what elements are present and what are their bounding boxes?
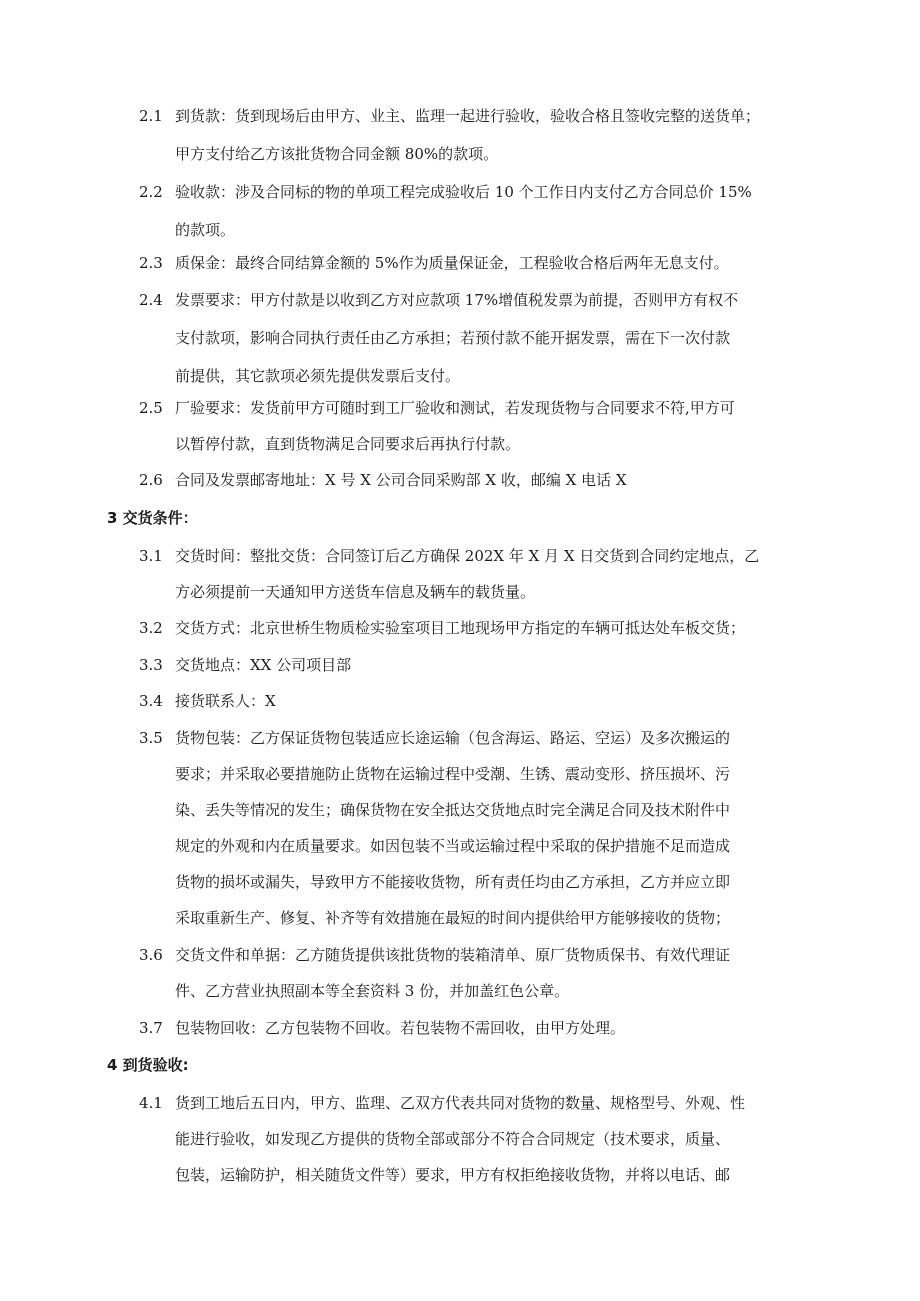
clause-line: 支付款项，影响合同执行责任由乙方承担；若预付款不能开据发票，需在下一次付款 <box>175 329 731 347</box>
clause-line: 交货地点：XX 公司项目部 <box>175 656 352 674</box>
clause-line: 验收款：涉及合同标的物的单项工程完成验收后 10 个工作日内支付乙方合同总价 15% <box>175 183 752 201</box>
clause-number: 2.2 <box>139 183 163 201</box>
clause-line: 前提供，其它款项必须先提供发票后支付。 <box>175 367 461 385</box>
clause-line: 以暂停付款，直到货物满足合同要求后再执行付款。 <box>175 435 521 453</box>
clause-line: 交货文件和单据：乙方随货提供该批货物的装箱清单、原厂货物质保书、有效代理证 <box>175 946 731 964</box>
clause-line: 接货联系人：X <box>175 692 276 710</box>
clause-number: 2.6 <box>139 471 163 489</box>
clause-line: 甲方支付给乙方该批货物合同金额 80%的款项。 <box>175 145 499 163</box>
clause-line: 的款项。 <box>175 221 236 239</box>
clause-line: 包装物回收：乙方包装物不回收。若包装物不需回收，由甲方处理。 <box>175 1019 626 1037</box>
clause-line: 货物包装：乙方保证货物包装适应长途运输（包含海运、路运、空运）及多次搬运的 <box>175 729 731 747</box>
clause-line: 要求；并采取必要措施防止货物在运输过程中受潮、生锈、震动变形、挤压损坏、污 <box>175 765 731 783</box>
clause-line: 发票要求：甲方付款是以收到乙方对应款项 17%增值税发票为前提，否则甲方有权不 <box>175 291 739 309</box>
clause-number: 3.2 <box>139 619 163 637</box>
clause-number: 2.4 <box>139 291 163 309</box>
clause-line: 包装，运输防护，相关随货文件等）要求，甲方有权拒绝接收货物，并将以电话、邮 <box>175 1166 731 1184</box>
clause-line: 合同及发票邮寄地址：X 号 X 公司合同采购部 X 收，邮编 X 电话 X <box>175 471 627 489</box>
clause-line: 货到工地后五日内，甲方、监理、乙双方代表共同对货物的数量、规格型号、外观、性 <box>175 1094 746 1112</box>
clause-number: 3.6 <box>139 946 163 964</box>
clause-line: 能进行验收，如发现乙方提供的货物全部或部分不符合合同规定（技术要求，质量、 <box>175 1130 731 1148</box>
clause-line: 交货时间：整批交货：合同签订后乙方确保 202X 年 X 月 X 日交货到合同约定地点，乙 <box>175 547 760 565</box>
clause-number: 3.3 <box>139 656 163 674</box>
clause-line: 货物的损坏或漏失，导致甲方不能接收货物，所有责任均由乙方承担，乙方并应立即 <box>175 873 731 891</box>
clause-line: 交货方式：北京世桥生物质检实验室项目工地现场甲方指定的车辆可抵达处车板交货； <box>175 619 746 637</box>
clause-number: 3.7 <box>139 1019 163 1037</box>
clause-number: 3.1 <box>139 547 163 565</box>
clause-number: 4.1 <box>139 1094 163 1112</box>
clause-line: 方必须提前一天通知甲方送货车信息及辆车的载货量。 <box>175 583 536 601</box>
clause-line: 件、乙方营业执照副本等全套资料 3 份，并加盖红色公章。 <box>175 982 570 1000</box>
clause-line: 染、丢失等情况的发生；确保货物在安全抵达交货地点时完全满足合同及技术附件中 <box>175 801 731 819</box>
clause-line: 采取重新生产、修复、补齐等有效措施在最短的时间内提供给甲方能够接收的货物； <box>175 909 731 927</box>
clause-number: 3.5 <box>139 729 163 747</box>
clause-line: 规定的外观和内在质量要求。如因包装不当或运输过程中采取的保护措施不足而造成 <box>175 837 731 855</box>
clause-number: 2.3 <box>139 254 163 272</box>
clause-line: 到货款：货到现场后由甲方、业主、监理一起进行验收，验收合格且签收完整的送货单； <box>175 107 761 125</box>
section-heading-delivery: 3 交货条件： <box>107 509 198 527</box>
clause-number: 2.5 <box>139 399 163 417</box>
clause-number: 3.4 <box>139 692 163 710</box>
clause-line: 厂验要求：发货前甲方可随时到工厂验收和测试，若发现货物与合同要求不符,甲方可 <box>175 399 735 417</box>
section-heading-acceptance: 4 到货验收: <box>107 1056 189 1074</box>
clause-line: 质保金：最终合同结算金额的 5%作为质量保证金，工程验收合格后两年无息支付。 <box>175 254 729 272</box>
clause-number: 2.1 <box>139 107 163 125</box>
